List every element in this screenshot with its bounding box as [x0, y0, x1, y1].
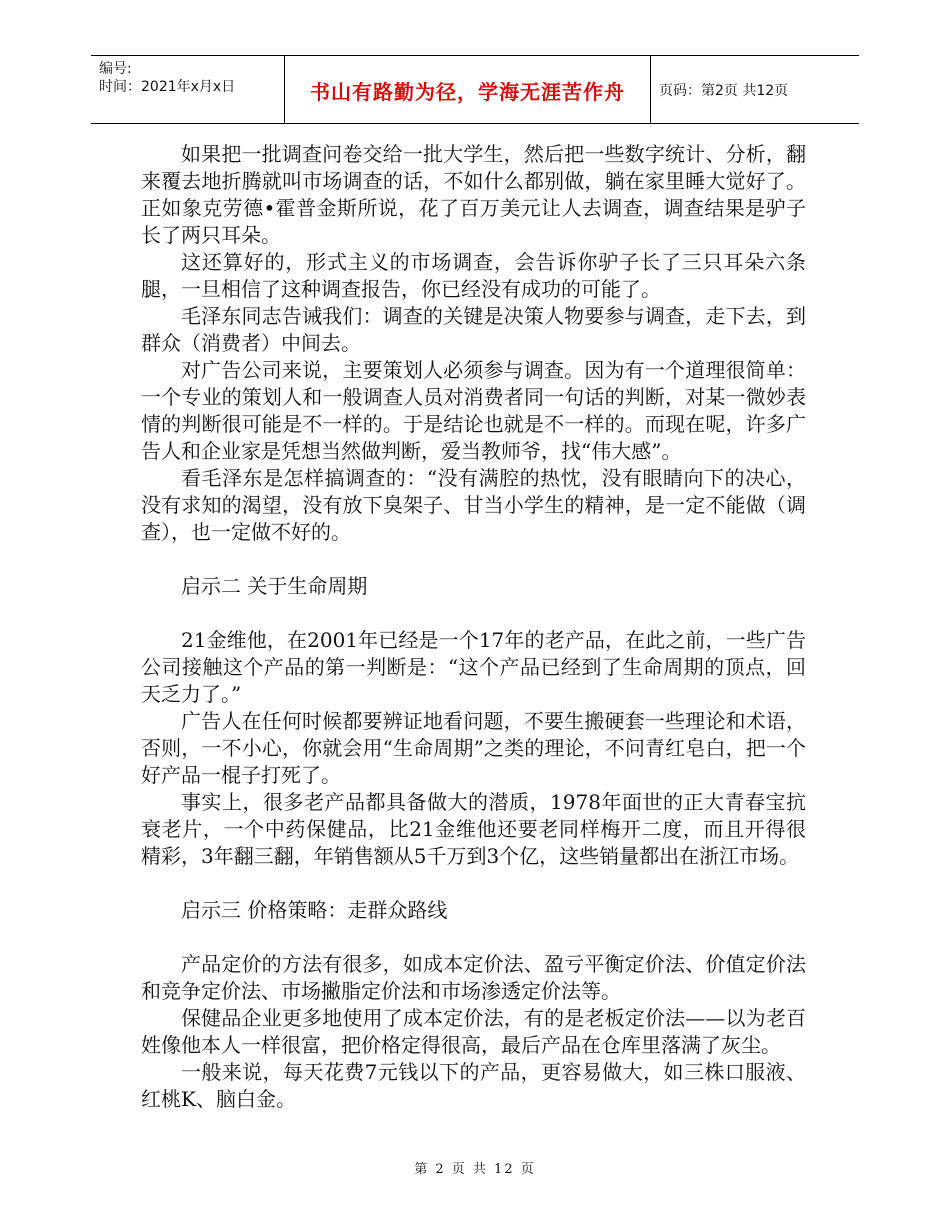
section-heading: 启示三 价格策略：走群众路线	[181, 898, 448, 922]
paragraph: 对广告公司来说，主要策划人必须参与调查。因为有一个道理很简单：一个专业的策划人和一般调查人员对消费者同一句话的判断，对某一微妙表情的判断很可能是不一样的。于是结论也就是不一样的。而现在呢，许多广告人和企业家是凭想当然做判断，爱当教师爷，找“伟大感”。	[141, 358, 806, 463]
section-heading: 启示二 关于生命周期	[181, 574, 368, 598]
header-page-info: 页码：第2页 共12页	[659, 83, 789, 99]
paragraph: 保健品企业更多地使用了成本定价法，有的是老板定价法——以为老百姓像他本人一样很富，把价格定得很高，最后产品在仓库里落满了灰尘。	[141, 1006, 806, 1057]
page-header	[91, 55, 859, 124]
page-footer: 第 2 页 共 12 页	[414, 1162, 536, 1177]
document-number-label: 编号:	[99, 61, 132, 77]
paragraph: 看毛泽东是怎样搞调查的：“没有满腔的热忱，没有眼睛向下的决心，没有求知的渴望，没有放下臭架子、甘当小学生的精神，是一定不能做（调查），也一定做不好的。	[141, 466, 806, 544]
paragraph: 广告人在任何时候都要辨证地看问题，不要生搬硬套一些理论和术语，否则，一不小心，你就会用“生命周期”之类的理论，不问青红皂白，把一个好产品一棍子打死了。	[141, 709, 806, 787]
document-time: 时间：2021年x月x日	[99, 79, 236, 95]
paragraph: 一般来说，每天花费7元钱以下的产品，更容易做大，如三株口服液、红桃K、脑白金。	[141, 1060, 806, 1111]
paragraph: 如果把一批调查问卷交给一批大学生，然后把一些数字统计、分析，翻来覆去地折腾就叫市场调查的话，不如什么都别做，躺在家里睡大觉好了。正如象克劳德•霍普金斯所说，花了百万美元让人去调查，调查结果是驴子长了两只耳朵。	[141, 142, 806, 247]
paragraph: 这还算好的，形式主义的市场调查，会告诉你驴子长了三只耳朵六条腿，一旦相信了这种调查报告，你已经没有成功的可能了。	[141, 250, 806, 301]
header-page-cell	[651, 56, 859, 123]
header-meta	[91, 56, 285, 123]
paragraph: 产品定价的方法有很多，如成本定价法、盈亏平衡定价法、价值定价法和竞争定价法、市场撇脂定价法和市场渗透定价法等。	[141, 952, 806, 1003]
header-motto: 书山有路勤为径，学海无涯苦作舟	[310, 80, 625, 104]
paragraph: 事实上，很多老产品都具备做大的潜质，1978年面世的正大青春宝抗衰老片，一个中药保健品，比21金维他还要老同样梅开二度，而且开得很精彩，3年翻三翻，年销售额从5千万到3个亿，这些销量都出在浙江市场。	[141, 790, 806, 868]
document-body	[141, 141, 806, 1113]
paragraph: 21金维他，在2001年已经是一个17年的老产品，在此之前，一些广告公司接触这个产品的第一判断是：“这个产品已经到了生命周期的顶点，回天乏力了。”	[141, 628, 806, 706]
paragraph: 毛泽东同志告诫我们：调查的关键是决策人物要参与调查，走下去，到群众（消费者）中间去。	[141, 304, 806, 355]
header-motto-cell	[285, 56, 651, 123]
